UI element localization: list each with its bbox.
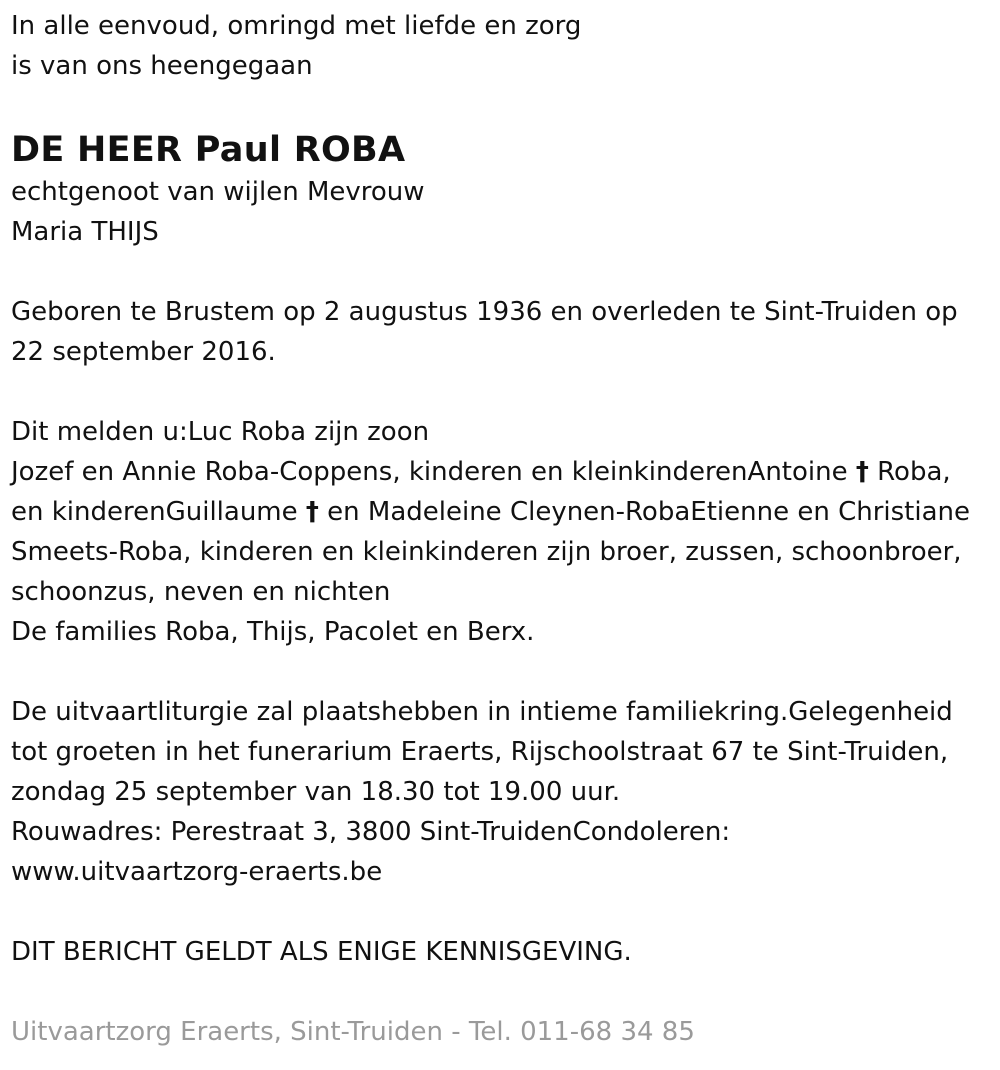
spacer <box>11 892 1000 932</box>
announcers-line-2b: Roba, <box>877 457 951 487</box>
announcers-line-5: schoonzus, neven en nichten <box>11 577 391 607</box>
spacer <box>11 252 1000 292</box>
funeral-line-3: zondag 25 september van 18.30 tot 19.00 uur. <box>11 777 621 807</box>
announcers-line-2 <box>11 452 1000 492</box>
intro-text <box>11 6 1000 86</box>
deceased-name: DE HEER Paul ROBA <box>11 130 406 170</box>
funeral-line-2: tot groeten in het funerarium Eraerts, Rijschoolstraat 67 te Sint-Truiden, <box>11 737 949 767</box>
announcers-line-2a: Jozef en Annie Roba-Coppens, kinderen en kleinkinderenAntoine <box>11 457 848 487</box>
cross-icon: † <box>855 457 869 487</box>
birth-death-line-1: Geboren te Brustem op 2 augustus 1936 en overleden te Sint-Truiden op <box>11 297 958 327</box>
announcers-line-3 <box>11 492 1000 532</box>
spacer <box>11 652 1000 692</box>
relation-line-1: echtgenoot van wijlen Mevrouw <box>11 177 425 207</box>
funeral-text <box>11 692 1000 892</box>
relation-line-2: Maria THIJS <box>11 217 159 247</box>
spacer <box>11 372 1000 412</box>
footer-line: Uitvaartzorg Eraerts, Sint-Truiden - Tel. 011-68 34 85 <box>11 1017 695 1047</box>
website-link[interactable]: www.uitvaartzorg-eraerts.be <box>11 857 383 887</box>
announcers-text <box>11 412 1000 652</box>
announcers-line-4: Smeets-Roba, kinderen en kleinkinderen zijn broer, zussen, schoonbroer, <box>11 537 962 567</box>
announcers-line-6: De families Roba, Thijs, Pacolet en Berx. <box>11 617 535 647</box>
announcers-line-3a: en kinderenGuillaume <box>11 497 298 527</box>
cross-icon: † <box>305 497 319 527</box>
notice-line: DIT BERICHT GELDT ALS ENIGE KENNISGEVING. <box>11 937 632 967</box>
spacer <box>11 972 1000 1012</box>
birth-death-text <box>11 292 1000 372</box>
announcers-line-3b: en Madeleine Cleynen-RobaEtienne en Christiane <box>327 497 970 527</box>
relation-text <box>11 172 1000 252</box>
funeral-line-4: Rouwadres: Perestraat 3, 3800 Sint-TruidenCondoleren: <box>11 817 731 847</box>
birth-death-line-2: 22 september 2016. <box>11 337 276 367</box>
announcers-line-1: Dit melden u:Luc Roba zijn zoon <box>11 417 430 447</box>
notice-text <box>11 932 1000 972</box>
intro-line-2: is van ons heengegaan <box>11 51 313 81</box>
intro-line-1: In alle eenvoud, omringd met liefde en zorg <box>11 11 582 41</box>
footer-text <box>11 1012 1000 1052</box>
funeral-line-1: De uitvaartliturgie zal plaatshebben in intieme familiekring.Gelegenheid <box>11 697 953 727</box>
